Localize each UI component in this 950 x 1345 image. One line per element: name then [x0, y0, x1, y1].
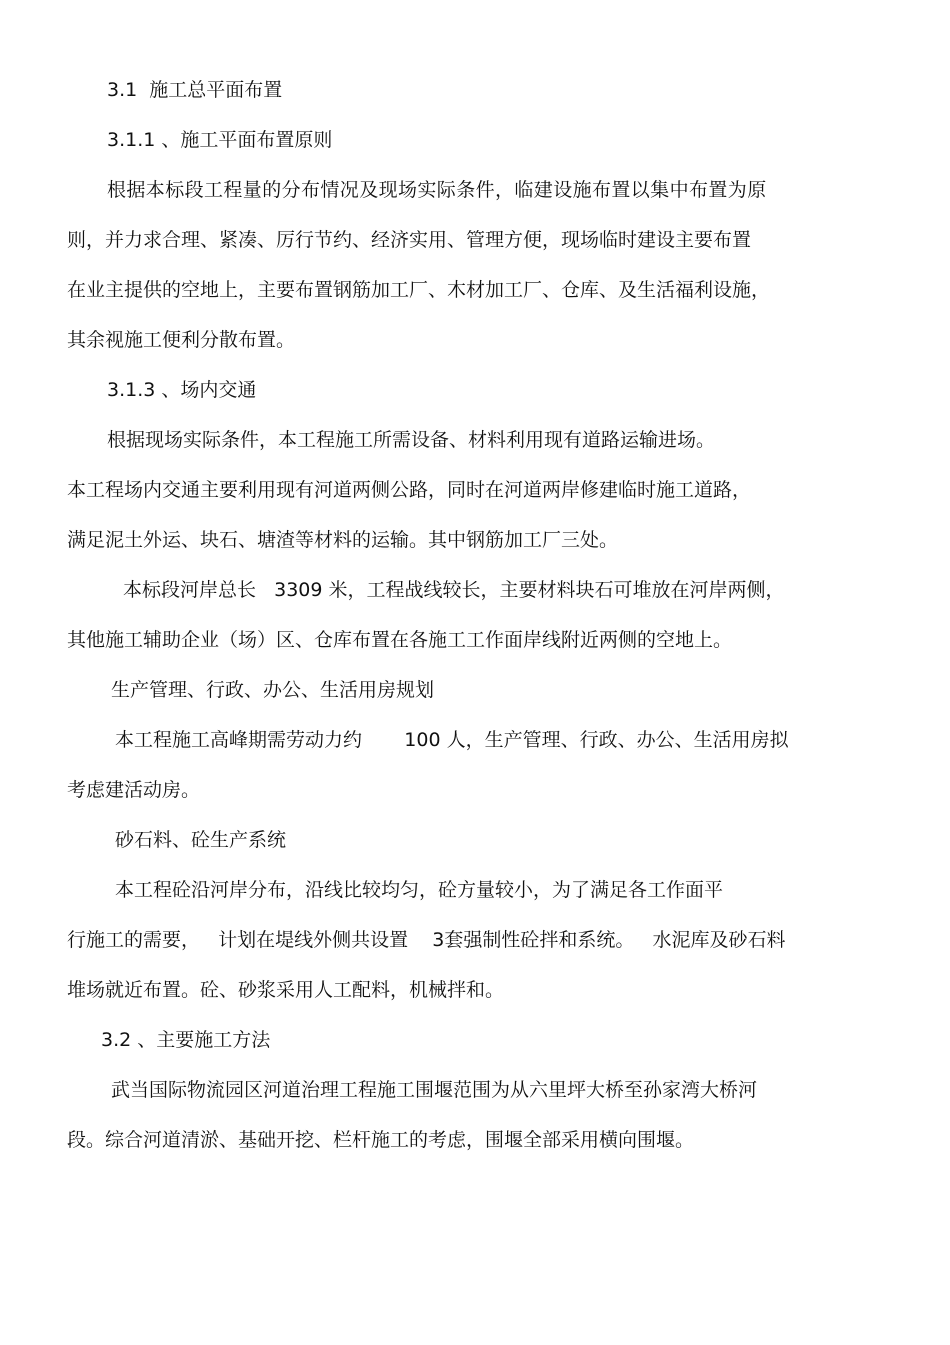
paragraph-line: 则，并力求合理、紧凑、厉行节约、经济实用、管理方便，现场临时建设主要布置	[67, 229, 752, 251]
section-heading-3-1: 3.1 施工总平面布置	[107, 79, 283, 101]
section-heading-3-1-3: 3.1.3 、场内交通	[107, 379, 257, 401]
paragraph-line: 本工程砼沿河岸分布，沿线比较均匀，砼方量较小，为了满足各工作面平	[115, 879, 724, 901]
paragraph-line: 其他施工辅助企业（场）区、仓库布置在各施工工作面岸线附近两侧的空地上。	[67, 629, 733, 651]
paragraph-line: 本工程场内交通主要利用现有河道两侧公路，同时在河道两岸修建临时施工道路，	[67, 479, 752, 501]
paragraph-line: 武当国际物流园区河道治理工程施工围堰范围为从六里坪大桥至孙家湾大桥河	[111, 1079, 758, 1101]
paragraph-line: 堆场就近布置。砼、砂浆采用人工配料，机械拌和。	[67, 979, 505, 1001]
section-heading-3-1-1: 3.1.1 、施工平面布置原则	[107, 129, 333, 151]
paragraph-line: 行施工的需要， 计划在堤线外侧共设置 3套强制性砼拌和系统。 水泥库及砂石料	[67, 929, 786, 951]
section-heading-3-2: 3.2 、主要施工方法	[101, 1029, 271, 1051]
subsection-heading: 生产管理、行政、办公、生活用房规划	[111, 679, 435, 701]
paragraph-line: 段。综合河道清淤、基础开挖、栏杆施工的考虑，围堰全部采用横向围堰。	[67, 1129, 695, 1151]
paragraph-line: 考虑建活动房。	[67, 779, 201, 801]
paragraph-line: 根据本标段工程量的分布情况及现场实际条件，临建设施布置以集中布置为原	[107, 179, 767, 201]
paragraph-line: 在业主提供的空地上，主要布置钢筋加工厂、木材加工厂、仓库、及生活福利设施，	[67, 279, 771, 301]
subsection-heading: 砂石料、砼生产系统	[115, 829, 287, 851]
paragraph-line: 其余视施工便利分散布置。	[67, 329, 296, 351]
paragraph-line: 本标段河岸总长 3309 米，工程战线较长，主要材料块石可堆放在河岸两侧，	[123, 579, 785, 601]
paragraph-line: 满足泥土外运、块石、塘渣等材料的运输。其中钢筋加工厂三处。	[67, 529, 619, 551]
paragraph-line: 本工程施工高峰期需劳动力约 100 人，生产管理、行政、办公、生活用房拟	[115, 729, 789, 751]
paragraph-line: 根据现场实际条件，本工程施工所需设备、材料利用现有道路运输进场。	[107, 429, 716, 451]
